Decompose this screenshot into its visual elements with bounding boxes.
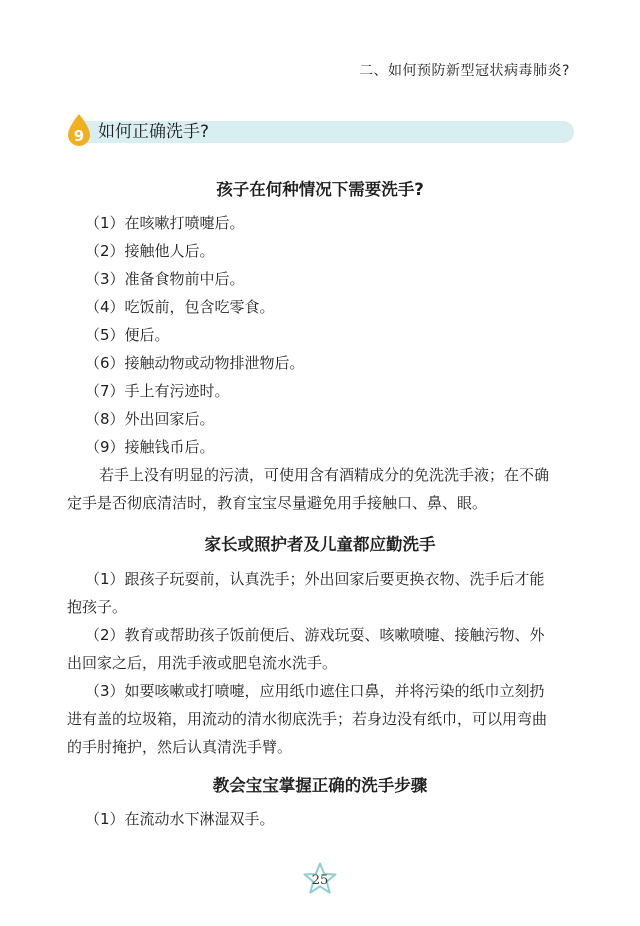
paragraph-line: （2）教育或帮助孩子饭前便后、游戏玩耍、咳嗽喷嚏、接触污物、外 bbox=[85, 626, 545, 644]
paragraph-line: 进有盖的垃圾箱，用流动的清水彻底洗手；若身边没有纸巾，可以用弯曲 bbox=[67, 710, 548, 728]
page-number-badge bbox=[302, 862, 338, 898]
list-item: （3）准备食物前中后。 bbox=[85, 270, 245, 288]
list-item: （7）手上有污迹时。 bbox=[85, 382, 230, 400]
paragraph-line: 定手是否彻底清洁时，教育宝宝尽量避免用手接触口、鼻、眼。 bbox=[67, 494, 488, 512]
heading-wash-steps: 教会宝宝掌握正确的洗手步骤 bbox=[212, 776, 428, 795]
chapter-header: 二、如何预防新型冠状病毒肺炎? bbox=[359, 63, 570, 79]
list-item: （1）在咳嗽打喷嚏后。 bbox=[85, 214, 245, 232]
list-item: （6）接触动物或动物排泄物后。 bbox=[85, 354, 305, 372]
section-number-badge bbox=[65, 113, 93, 147]
list-item: （5）便后。 bbox=[85, 326, 170, 344]
paragraph-line: （3）如要咳嗽或打喷嚏，应用纸巾遮住口鼻，并将污染的纸巾立刻扔 bbox=[85, 682, 545, 700]
paragraph-line: 出回家之后，用洗手液或肥皂流水洗手。 bbox=[67, 654, 338, 672]
list-item: （8）外出回家后。 bbox=[85, 410, 215, 428]
list-item: （1）在流动水下淋湿双手。 bbox=[85, 810, 275, 828]
paragraph-line: 抱孩子。 bbox=[67, 598, 128, 616]
section-number: 9 bbox=[73, 127, 85, 145]
list-item: （4）吃饭前，包含吃零食。 bbox=[85, 298, 275, 316]
paragraph-line: 若手上没有明显的污渍，可使用含有酒精成分的免洗洗手液；在不确 bbox=[99, 466, 550, 484]
paragraph-line: 的手肘掩护，然后认真清洗手臂。 bbox=[67, 738, 293, 756]
heading-when-to-wash: 孩子在何种情况下需要洗手? bbox=[216, 180, 424, 199]
heading-everyone-wash: 家长或照护者及儿童都应勤洗手 bbox=[204, 535, 436, 554]
list-item: （2）接触他人后。 bbox=[85, 242, 215, 260]
paragraph-line: （1）跟孩子玩耍前，认真洗手；外出回家后要更换衣物、洗手后才能 bbox=[85, 570, 545, 588]
list-item: （9）接触钱币后。 bbox=[85, 438, 215, 456]
page-number: 25 bbox=[311, 873, 329, 888]
section-title: 如何正确洗手? bbox=[98, 122, 210, 142]
